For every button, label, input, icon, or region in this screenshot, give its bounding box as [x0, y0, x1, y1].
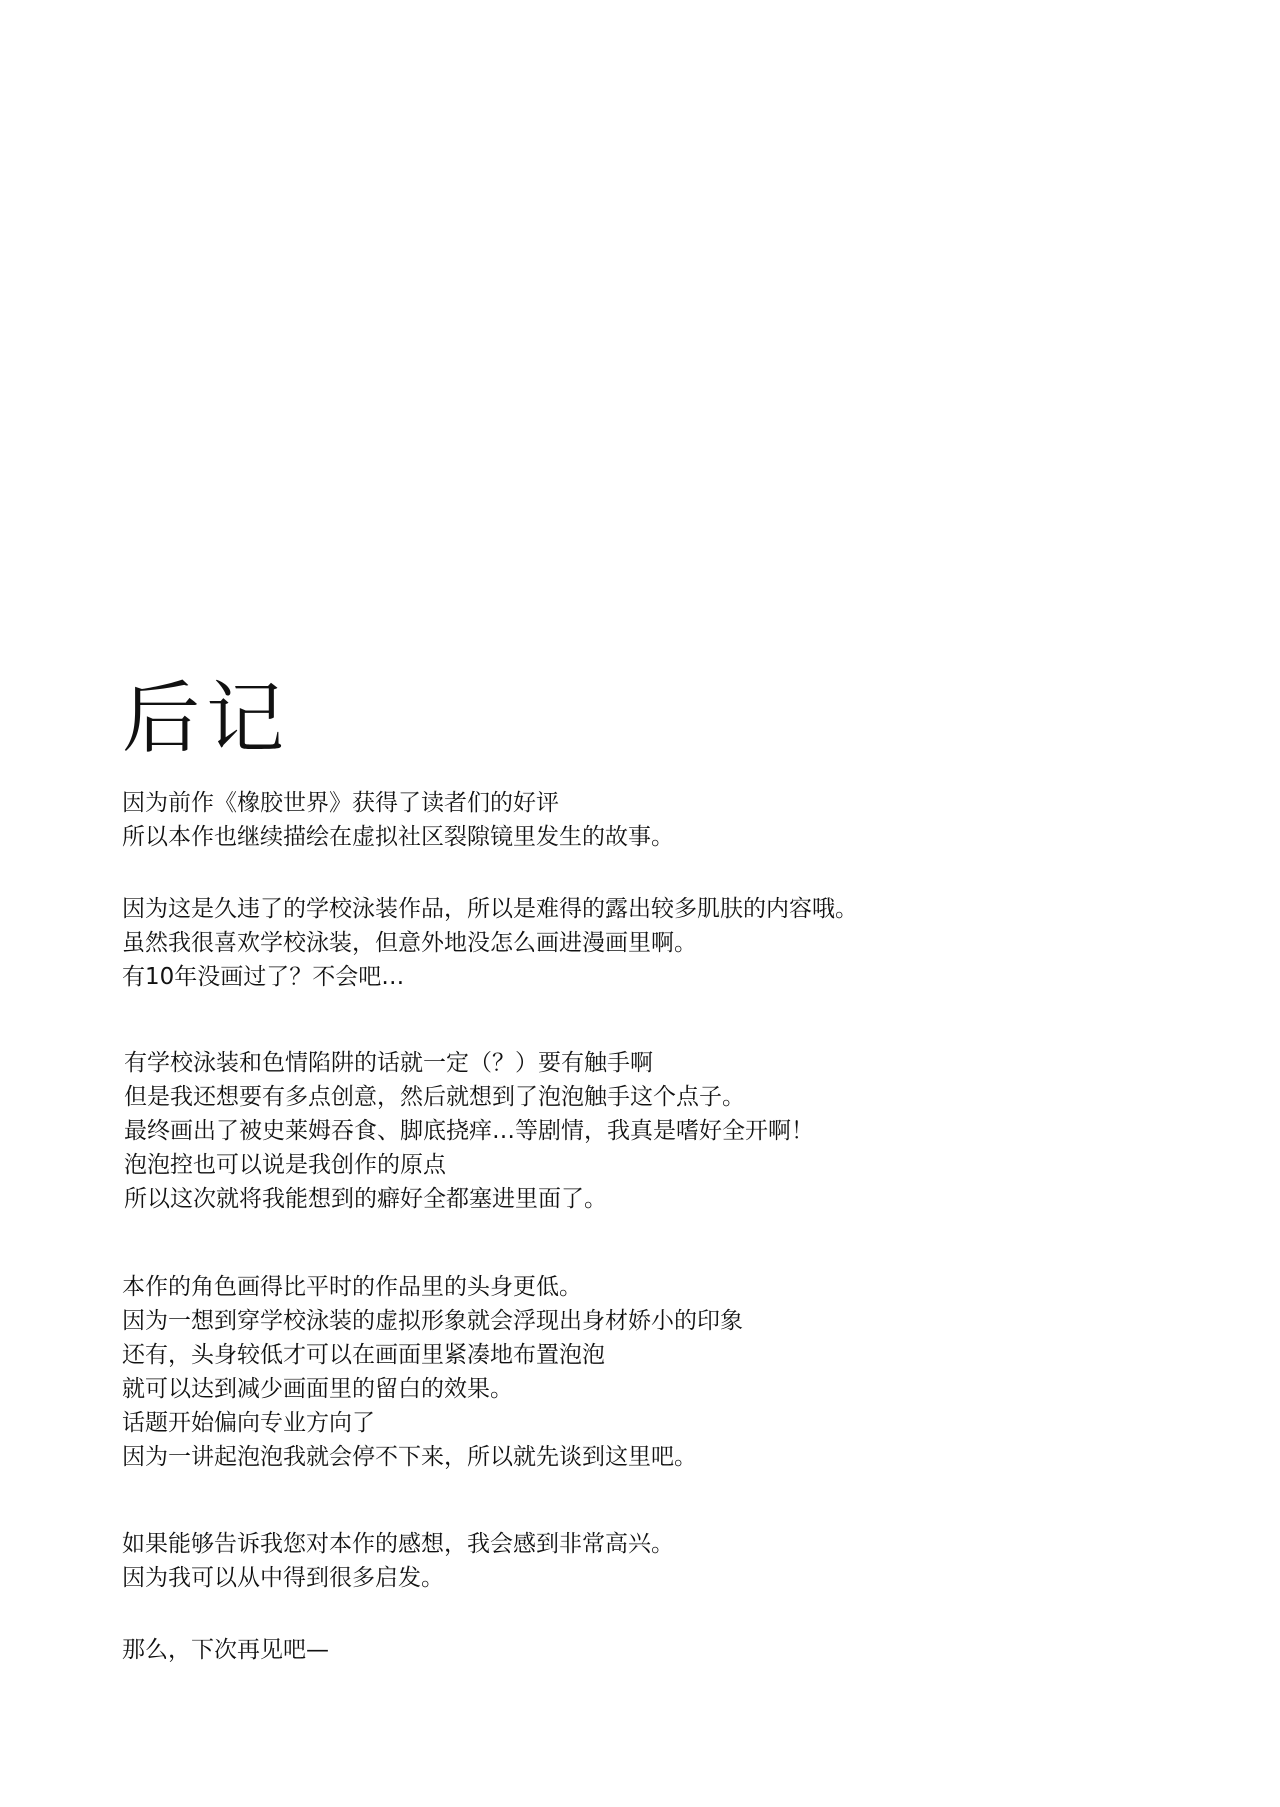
text-line: 如果能够告诉我您对本作的感想，我会感到非常高兴。 [122, 1531, 674, 1557]
text-line: 泡泡控也可以说是我创作的原点 [124, 1152, 446, 1178]
text-line: 虽然我很喜欢学校泳装，但意外地没怎么画进漫画里啊。 [122, 930, 697, 956]
text-line: 因为我可以从中得到很多启发。 [122, 1565, 444, 1591]
text-line: 所以本作也继续描绘在虚拟社区裂隙镜里发生的故事。 [122, 824, 674, 850]
text-line: 因为这是久违了的学校泳装作品，所以是难得的露出较多肌肤的内容哦。 [122, 896, 858, 922]
text-line: 所以这次就将我能想到的癖好全都塞进里面了。 [124, 1186, 607, 1212]
text-line: 有10年没画过了？不会吧… [122, 964, 405, 990]
paragraph-3 [124, 1046, 814, 1216]
text-line: 话题开始偏向专业方向了 [122, 1410, 375, 1436]
paragraph-6 [122, 1633, 329, 1667]
paragraph-2 [122, 892, 858, 994]
text-line: 因为一想到穿学校泳装的虚拟形象就会浮现出身材娇小的印象 [122, 1308, 743, 1334]
text-line: 还有，头身较低才可以在画面里紧凑地布置泡泡 [122, 1342, 605, 1368]
text-line: 因为一讲起泡泡我就会停不下来，所以就先谈到这里吧。 [122, 1444, 697, 1470]
text-line: 有学校泳装和色情陷阱的话就一定（？）要有触手啊 [124, 1050, 653, 1076]
text-line: 就可以达到减少画面里的留白的效果。 [122, 1376, 513, 1402]
text-line: 因为前作《橡胶世界》获得了读者们的好评 [122, 790, 559, 816]
paragraph-1 [122, 786, 674, 854]
page-title: 后记 [122, 674, 291, 765]
paragraph-5 [122, 1527, 674, 1595]
text-line: 但是我还想要有多点创意，然后就想到了泡泡触手这个点子。 [124, 1084, 745, 1110]
text-line: 那么，下次再见吧— [122, 1637, 329, 1663]
text-line: 最终画出了被史莱姆吞食、脚底挠痒…等剧情，我真是嗜好全开啊！ [124, 1118, 814, 1144]
text-line: 本作的角色画得比平时的作品里的头身更低。 [122, 1274, 582, 1300]
paragraph-4 [122, 1270, 743, 1474]
